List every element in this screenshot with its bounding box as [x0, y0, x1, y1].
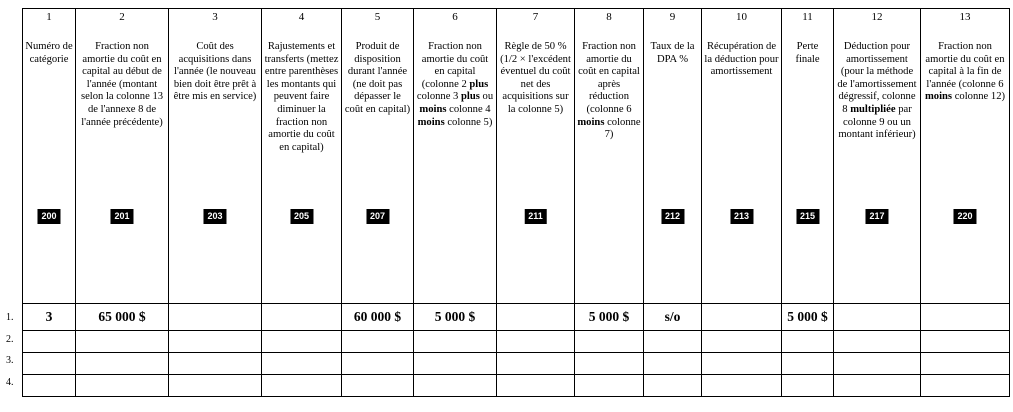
column-number: 10 [736, 11, 747, 23]
table-cell[interactable] [497, 304, 575, 331]
column-header-9 [644, 9, 702, 304]
table-cell[interactable] [414, 331, 497, 353]
column-header-2 [76, 9, 169, 304]
table-cell[interactable] [342, 353, 414, 375]
table-cell[interactable] [702, 353, 782, 375]
line-code-badge: 212 [661, 209, 684, 224]
table-cell[interactable]: 65 000 $ [76, 304, 169, 331]
table-cell[interactable] [497, 353, 575, 375]
column-header-8 [575, 9, 644, 304]
table-row [23, 375, 1010, 397]
column-header-7 [497, 9, 575, 304]
column-description: Produit de disposition durant l'année (ne doit pas dépasser le coût en capital) [344, 41, 411, 115]
table-cell[interactable] [169, 353, 262, 375]
table-cell[interactable] [76, 331, 169, 353]
column-number: 8 [606, 11, 612, 23]
column-header-12 [834, 9, 921, 304]
table-cell[interactable] [169, 304, 262, 331]
table-cell[interactable] [169, 375, 262, 397]
column-header-6 [414, 9, 497, 304]
table-cell[interactable] [262, 375, 342, 397]
table-cell[interactable] [342, 375, 414, 397]
column-description: Récupération de la déduction pour amortissement [704, 41, 779, 78]
column-description: Règle de 50 % (1/2 × l'excédent éventuel du coût net des acquisitions sur la colonne 5) [500, 41, 571, 115]
line-code-badge: 215 [796, 209, 819, 224]
column-number: 3 [212, 11, 218, 23]
table-cell[interactable] [497, 331, 575, 353]
column-number: 11 [802, 11, 813, 23]
row-number-label: 3. [6, 355, 14, 366]
table-cell[interactable] [921, 331, 1010, 353]
table-row [23, 304, 1010, 331]
table-cell[interactable] [575, 331, 644, 353]
table-cell[interactable] [262, 353, 342, 375]
column-description: Fraction non amortie du coût en capital (colonne 2 plus colonne 3 plus ou moins colonne 4 moins colonne 5) [416, 41, 494, 128]
table-cell[interactable] [921, 304, 1010, 331]
column-number: 1 [46, 11, 52, 23]
column-number: 2 [119, 11, 125, 23]
column-description: Coût des acquisitions dans l'année (le nouveau bien doit être prêt à être mis en service) [173, 41, 257, 103]
table-cell[interactable]: 5 000 $ [782, 304, 834, 331]
table-cell[interactable] [702, 331, 782, 353]
column-header-1 [23, 9, 76, 304]
row-number-label: 1. [6, 312, 14, 323]
table-cell[interactable] [414, 353, 497, 375]
line-code-badge: 201 [110, 209, 133, 224]
table-cell[interactable] [834, 331, 921, 353]
column-header-10 [702, 9, 782, 304]
table-cell[interactable] [262, 304, 342, 331]
cca-table [22, 8, 1010, 397]
table-cell[interactable] [23, 353, 76, 375]
row-number-label: 2. [6, 334, 14, 345]
line-code-badge: 203 [203, 209, 226, 224]
table-cell[interactable] [782, 331, 834, 353]
column-header-4 [262, 9, 342, 304]
column-description: Numéro de catégorie [25, 41, 73, 65]
table-cell[interactable] [414, 375, 497, 397]
column-number: 13 [959, 11, 971, 23]
column-header-3 [169, 9, 262, 304]
column-number: 4 [298, 11, 305, 23]
line-code-badge: 205 [290, 209, 313, 224]
line-code-badge: 217 [865, 209, 888, 224]
table-cell[interactable] [575, 353, 644, 375]
column-number: 5 [374, 11, 381, 23]
table-cell[interactable] [23, 375, 76, 397]
column-description: Taux de la DPA % [650, 41, 695, 65]
table-cell[interactable] [834, 353, 921, 375]
table-cell[interactable] [76, 375, 169, 397]
column-description: Rajustements et transferts (mettez entre parenthèses les montants qui peuvent faire diminuer la fraction non amortie du coût en capital) [264, 41, 339, 153]
line-code-badge: 220 [953, 209, 976, 224]
table-cell[interactable]: 60 000 $ [342, 304, 414, 331]
table-cell[interactable] [644, 375, 702, 397]
table-cell[interactable] [921, 353, 1010, 375]
table-cell[interactable] [702, 304, 782, 331]
line-code-badge: 200 [37, 209, 60, 224]
table-cell[interactable] [342, 331, 414, 353]
table-cell[interactable] [834, 375, 921, 397]
row-number-label: 4. [6, 377, 14, 388]
table-cell[interactable] [921, 375, 1010, 397]
line-code-badge: 207 [366, 209, 389, 224]
table-cell[interactable] [497, 375, 575, 397]
column-header-13 [921, 9, 1010, 304]
table-cell[interactable] [644, 331, 702, 353]
table-cell[interactable] [782, 353, 834, 375]
column-number: 9 [669, 11, 676, 23]
column-description: Fraction non amortie du coût en capital après réduction (colonne 6 moins colonne 7) [577, 41, 641, 141]
column-number: 7 [532, 11, 539, 23]
table-cell[interactable] [262, 331, 342, 353]
table-cell[interactable] [76, 353, 169, 375]
table-cell[interactable] [702, 375, 782, 397]
line-code-badge: 213 [730, 209, 753, 224]
table-row [23, 331, 1010, 353]
table-cell[interactable] [782, 375, 834, 397]
column-number: 12 [871, 11, 883, 23]
column-description: Déduction pour amortissement (pour la méthode de l'amortissement dégressif, colonne 8 multipliée par colonne 9 ou un montant inférieur) [837, 41, 917, 141]
table-cell[interactable]: 3 [23, 304, 76, 331]
column-description: Fraction non amortie du coût en capital à la fin de l'année (colonne 6 moins colonne 12) [924, 41, 1006, 103]
table-cell[interactable] [575, 375, 644, 397]
table-cell[interactable] [834, 304, 921, 331]
table-cell[interactable]: 5 000 $ [575, 304, 644, 331]
column-header-11 [782, 9, 834, 304]
column-description: Perte finale [795, 41, 820, 65]
table-cell[interactable]: s/o [644, 304, 702, 331]
line-code-badge: 211 [524, 209, 547, 224]
column-description: Fraction non amortie du coût en capital au début de l'année (montant selon la colonne 13 de l'annexe 8 de l'année précédente) [80, 41, 164, 128]
column-header-5 [342, 9, 414, 304]
table-cell[interactable] [23, 331, 76, 353]
table-cell[interactable] [644, 353, 702, 375]
column-number: 6 [452, 11, 458, 23]
header-row [23, 9, 1010, 304]
table-cell[interactable] [169, 331, 262, 353]
table-row [23, 353, 1010, 375]
table-cell[interactable]: 5 000 $ [414, 304, 497, 331]
